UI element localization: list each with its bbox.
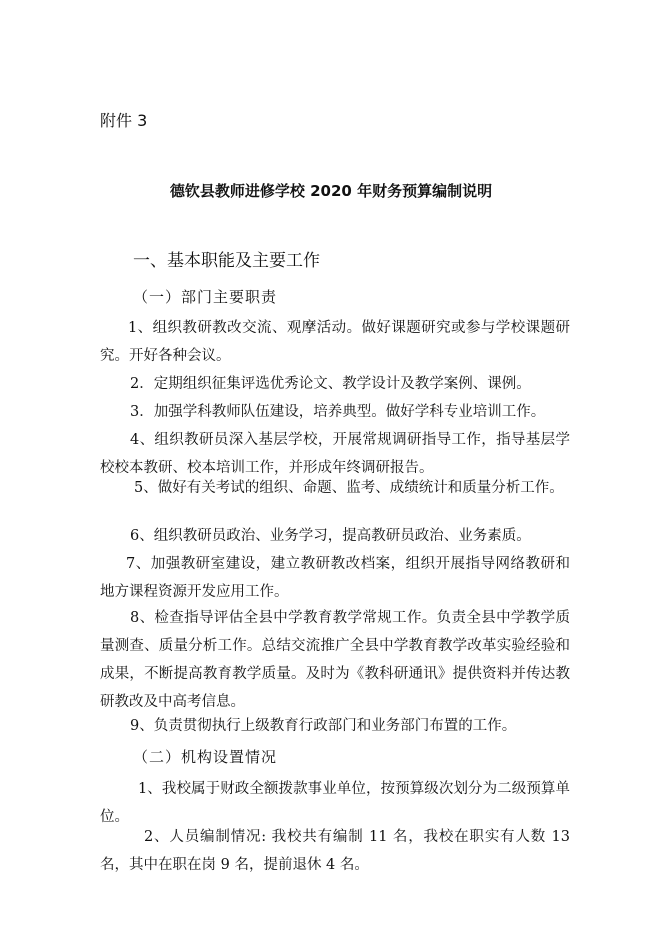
duty-item-6: 6、组织教研员政治、业务学习，提高教研员政治、业务素质。 (130, 528, 531, 544)
subsection-heading-main-duties: （一）部门主要职责 (133, 288, 278, 306)
attachment-label: 附件 3 (100, 111, 148, 130)
section-heading-basic-functions: 一、基本职能及主要工作 (133, 251, 320, 271)
duty-item-3: 3．加强学科教师队伍建设，培养典型。做好学科专业培训工作。 (130, 404, 546, 420)
duty-item-8: 8、检查指导评估全县中学教育教学常规工作。负责全县中学教学质量测查、质量分析工作。总结交流推广全县中学教育教学改革实验经验和成果，不断提高教育教学质量。及时为《教科研通讯》提供资料并传达教研教改及中高考信息。 (100, 610, 570, 710)
document-title: 德钦县教师进修学校 2020 年财务预算编制说明 (169, 182, 493, 200)
subsection-heading-org-structure: （二）机构设置情况 (133, 748, 278, 766)
duty-item-5: 5、做好有关考试的组织、命题、监考、成绩统计和质量分析工作。 (134, 480, 564, 496)
org-item-2: 2、人员编制情况: 我校共有编制 11 名，我校在职实有人数 13 名，其中在职在岗 9 名，提前退休 4 名。 (100, 829, 570, 873)
duty-item-7: 7、加强教研室建设，建立教研教改档案，组织开展指导网络教研和地方课程资源开发应用工作。 (100, 556, 570, 600)
duty-item-2: 2．定期组织征集评选优秀论文、教学设计及教学案例、课例。 (130, 376, 531, 392)
duty-item-1: 1、组织教研教改交流、观摩活动。做好课题研究或参与学校课题研究。开好各种会议。 (100, 320, 570, 364)
org-item-1: 1、我校属于财政全额拨款事业单位，按预算级次划分为二级预算单位。 (100, 781, 570, 825)
duty-item-4: 4、组织教研员深入基层学校，开展常规调研指导工作，指导基层学校校本教研、校本培训工作，并形成年终调研报告。 (100, 432, 570, 476)
duty-item-9: 9、负责贯彻执行上级教育行政部门和业务部门布置的工作。 (130, 718, 517, 734)
